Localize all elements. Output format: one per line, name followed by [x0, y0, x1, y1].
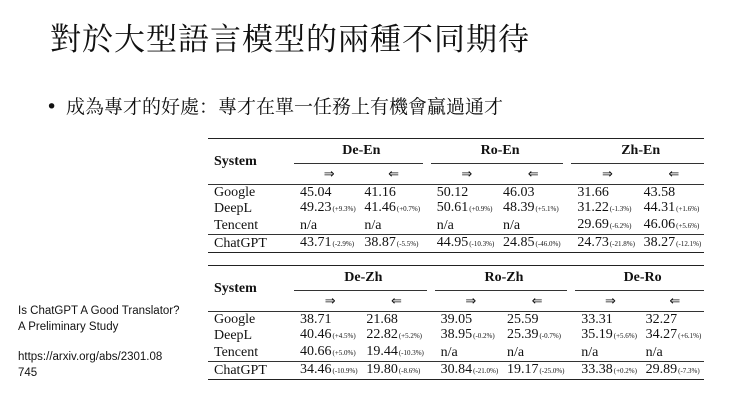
- score-cell: [571, 185, 637, 201]
- score-cell: [571, 200, 637, 217]
- table-row: [208, 235, 704, 253]
- score-value: 32.27: [645, 312, 678, 327]
- score-delta: (+6.1%): [678, 332, 702, 340]
- column-gap: [427, 312, 435, 328]
- language-pair-header: De-Ro: [575, 266, 704, 291]
- table-row: [208, 344, 704, 362]
- system-name: DeepL: [214, 328, 253, 343]
- score-value: 40.66: [300, 344, 332, 359]
- score-cell: [358, 200, 422, 217]
- score-cell: [360, 344, 426, 362]
- score-cell: [435, 327, 501, 344]
- column-gap: [427, 327, 435, 344]
- score-cell: [638, 185, 704, 201]
- score-value: 24.85: [503, 235, 535, 250]
- forward-arrow-icon: ⇒: [604, 293, 616, 309]
- citation-title-line-2: A Preliminary Study: [18, 321, 119, 333]
- backward-arrow-icon: ⇐: [527, 166, 539, 182]
- score-cell: [640, 362, 704, 380]
- score-cell: [638, 235, 704, 253]
- system-name: Google: [208, 312, 294, 328]
- column-gap: [427, 362, 435, 380]
- score-value: n/a: [364, 218, 382, 233]
- column-gap: [567, 362, 575, 380]
- score-delta: (-7.3%): [678, 367, 700, 375]
- column-gap: [567, 344, 575, 362]
- score-cell: [431, 235, 497, 253]
- score-delta: (-1.3%): [609, 205, 632, 213]
- score-value: 31.22: [577, 200, 609, 215]
- score-value: 38.95: [440, 327, 473, 342]
- column-gap: [423, 185, 431, 201]
- score-cell: [575, 344, 639, 362]
- table-row: [208, 185, 704, 201]
- forward-arrow-icon: ⇒: [461, 166, 473, 182]
- score-cell: [640, 344, 704, 362]
- score-value: 41.16: [364, 185, 396, 200]
- score-value: 43.71: [300, 235, 332, 250]
- score-delta: (-8.6%): [398, 367, 421, 375]
- score-cell: [294, 235, 358, 253]
- language-pair-header: De-En: [294, 139, 423, 164]
- citation-title: [18, 303, 180, 335]
- score-cell: [640, 312, 704, 328]
- system-name: Tencent: [214, 218, 259, 233]
- score-cell: [501, 362, 567, 380]
- column-gap: [567, 266, 575, 291]
- score-value: n/a: [503, 218, 521, 233]
- score-value: 45.04: [300, 185, 332, 200]
- system-name: ChatGPT: [208, 235, 294, 253]
- score-value: 38.27: [643, 235, 676, 250]
- bullet-point: [46, 92, 503, 119]
- language-pair-header: Ro-En: [431, 139, 564, 164]
- score-value: 33.31: [581, 312, 613, 327]
- score-cell: [294, 312, 360, 328]
- column-gap: [423, 139, 431, 164]
- score-cell: [497, 217, 563, 235]
- score-delta: (+5.1%): [535, 205, 559, 213]
- score-value: 21.68: [366, 312, 398, 327]
- score-value: 35.19: [581, 327, 613, 342]
- backward-arrow-icon: ⇐: [531, 293, 543, 309]
- score-delta: (+9.3%): [332, 205, 356, 213]
- score-delta: (+0.2%): [613, 367, 637, 375]
- column-gap: [423, 200, 431, 217]
- score-value: 29.89: [645, 362, 678, 377]
- results-table-2: [208, 265, 704, 380]
- results-table: [208, 138, 704, 253]
- citation-url[interactable]: [18, 349, 162, 381]
- score-value: 46.06: [643, 217, 676, 232]
- score-cell: [431, 200, 497, 217]
- score-value: 43.58: [643, 185, 676, 200]
- score-delta: (-21.8%): [609, 240, 635, 248]
- backward-arrow-icon: ⇐: [391, 293, 402, 309]
- bullet-dot: •: [46, 96, 58, 118]
- system-header: System: [214, 154, 257, 169]
- score-cell: [638, 200, 704, 217]
- score-cell: [571, 217, 637, 235]
- system-name: Google: [208, 185, 294, 201]
- column-gap: [563, 217, 571, 235]
- table-row: [208, 327, 704, 344]
- column-gap: [427, 291, 435, 312]
- score-delta: (-2.9%): [332, 240, 355, 248]
- bullet-text: 成為專才的好處：專才在單一任務上有機會贏過通才: [66, 96, 504, 118]
- score-cell: [638, 217, 704, 235]
- score-cell: [501, 327, 567, 344]
- score-value: 49.23: [300, 200, 332, 215]
- column-gap: [563, 164, 571, 185]
- score-value: 39.05: [440, 312, 473, 327]
- score-value: n/a: [436, 218, 454, 233]
- score-cell: [294, 327, 360, 344]
- system-name: DeepL: [214, 201, 253, 216]
- score-value: 19.80: [366, 362, 398, 377]
- slide-title: 對於大型語言模型的兩種不同期待: [50, 22, 530, 58]
- language-pair-header: Ro-Zh: [435, 266, 568, 291]
- column-gap: [423, 235, 431, 253]
- score-value: 22.82: [366, 327, 398, 342]
- column-gap: [563, 139, 571, 164]
- table-row: [208, 217, 704, 235]
- score-value: 19.17: [506, 362, 539, 377]
- score-delta: (+0.7%): [396, 205, 421, 213]
- system-header: System: [214, 281, 257, 296]
- score-cell: [497, 200, 563, 217]
- score-cell: [435, 312, 501, 328]
- score-value: n/a: [440, 345, 458, 360]
- column-gap: [563, 235, 571, 253]
- score-delta: (-25.0%): [539, 367, 565, 375]
- score-cell: [435, 362, 501, 380]
- score-value: 50.61: [436, 200, 469, 215]
- score-cell: [575, 327, 639, 344]
- score-cell: [360, 312, 426, 328]
- score-delta: (-0.2%): [473, 332, 495, 340]
- score-delta: (-46.0%): [535, 240, 561, 248]
- score-cell: [294, 200, 358, 217]
- score-value: 48.39: [503, 200, 535, 215]
- score-value: 29.69: [577, 217, 609, 232]
- system-name: ChatGPT: [208, 362, 294, 380]
- score-value: 38.71: [300, 312, 332, 327]
- forward-arrow-icon: ⇒: [323, 166, 335, 182]
- score-value: 25.59: [506, 312, 539, 327]
- table-row: [208, 200, 704, 217]
- score-cell: [358, 235, 422, 253]
- score-cell: [497, 185, 563, 201]
- score-cell: [640, 327, 704, 344]
- score-delta: (+0.9%): [469, 205, 493, 213]
- citation-url-line-1[interactable]: https://arxiv.org/abs/2301.08: [18, 351, 163, 363]
- score-value: 44.95: [436, 235, 469, 250]
- score-delta: (-6.2%): [609, 222, 632, 230]
- score-value: n/a: [645, 345, 663, 360]
- score-delta: (+5.0%): [332, 349, 356, 357]
- score-cell: [435, 344, 501, 362]
- score-value: n/a: [581, 345, 599, 360]
- table-row: [208, 312, 704, 328]
- score-value: 50.12: [436, 185, 469, 200]
- score-delta: (+5.6%): [613, 332, 637, 340]
- group-header-row: [208, 139, 704, 164]
- language-pair-header: Zh-En: [571, 139, 704, 164]
- score-value: 33.38: [581, 362, 613, 377]
- score-value: 46.03: [503, 185, 535, 200]
- score-delta: (-12.1%): [676, 240, 702, 248]
- score-value: 25.39: [506, 327, 539, 342]
- citation-title-line-1: Is ChatGPT A Good Translator?: [18, 305, 180, 317]
- score-cell: [294, 344, 360, 362]
- group-header-row: [208, 266, 704, 291]
- column-gap: [427, 344, 435, 362]
- table-row: [208, 362, 704, 380]
- score-value: 41.46: [364, 200, 396, 215]
- score-delta: (+4.5%): [332, 332, 356, 340]
- score-delta: (-10.9%): [332, 367, 358, 375]
- score-delta: (+1.6%): [676, 205, 700, 213]
- column-gap: [563, 185, 571, 201]
- score-delta: (-5.5%): [396, 240, 419, 248]
- score-value: 40.46: [300, 327, 332, 342]
- score-cell: [294, 362, 360, 380]
- citation-url-line-2[interactable]: 745: [18, 367, 38, 379]
- column-gap: [427, 266, 435, 291]
- score-delta: (-10.3%): [469, 240, 495, 248]
- column-gap: [563, 200, 571, 217]
- column-gap: [423, 217, 431, 235]
- backward-arrow-icon: ⇐: [668, 166, 680, 182]
- score-cell: [575, 362, 639, 380]
- system-name: Tencent: [214, 345, 259, 360]
- score-value: 30.84: [440, 362, 473, 377]
- forward-arrow-icon: ⇒: [324, 293, 336, 309]
- backward-arrow-icon: ⇐: [669, 293, 681, 309]
- score-value: 19.44: [366, 344, 398, 359]
- score-cell: [497, 235, 563, 253]
- language-pair-header: De-Zh: [294, 266, 427, 291]
- score-cell: [501, 312, 567, 328]
- score-value: 34.46: [300, 362, 332, 377]
- score-cell: [501, 344, 567, 362]
- score-delta: (+5.2%): [398, 332, 423, 340]
- forward-arrow-icon: ⇒: [602, 166, 613, 182]
- column-gap: [567, 312, 575, 328]
- score-value: 24.73: [577, 235, 609, 250]
- score-cell: [575, 312, 639, 328]
- score-value: 31.66: [577, 185, 609, 200]
- score-delta: (-10.3%): [398, 349, 424, 357]
- score-cell: [571, 235, 637, 253]
- score-cell: [431, 217, 497, 235]
- score-cell: [294, 185, 358, 201]
- score-cell: [358, 185, 422, 201]
- column-gap: [567, 291, 575, 312]
- results-table: [208, 265, 704, 380]
- score-cell: [360, 362, 426, 380]
- backward-arrow-icon: ⇐: [388, 166, 399, 182]
- forward-arrow-icon: ⇒: [465, 293, 477, 309]
- score-cell: [358, 217, 422, 235]
- results-table-1: [208, 138, 704, 253]
- score-delta: (-21.0%): [473, 367, 499, 375]
- column-gap: [567, 327, 575, 344]
- score-cell: [431, 185, 497, 201]
- score-delta: (+5.6%): [676, 222, 700, 230]
- score-value: n/a: [300, 218, 318, 233]
- score-cell: [360, 327, 426, 344]
- score-value: n/a: [506, 345, 525, 360]
- score-value: 38.87: [364, 235, 396, 250]
- score-delta: (-0.7%): [539, 332, 562, 340]
- score-cell: [294, 217, 358, 235]
- score-value: 44.31: [643, 200, 676, 215]
- column-gap: [423, 164, 431, 185]
- score-value: 34.27: [645, 327, 678, 342]
